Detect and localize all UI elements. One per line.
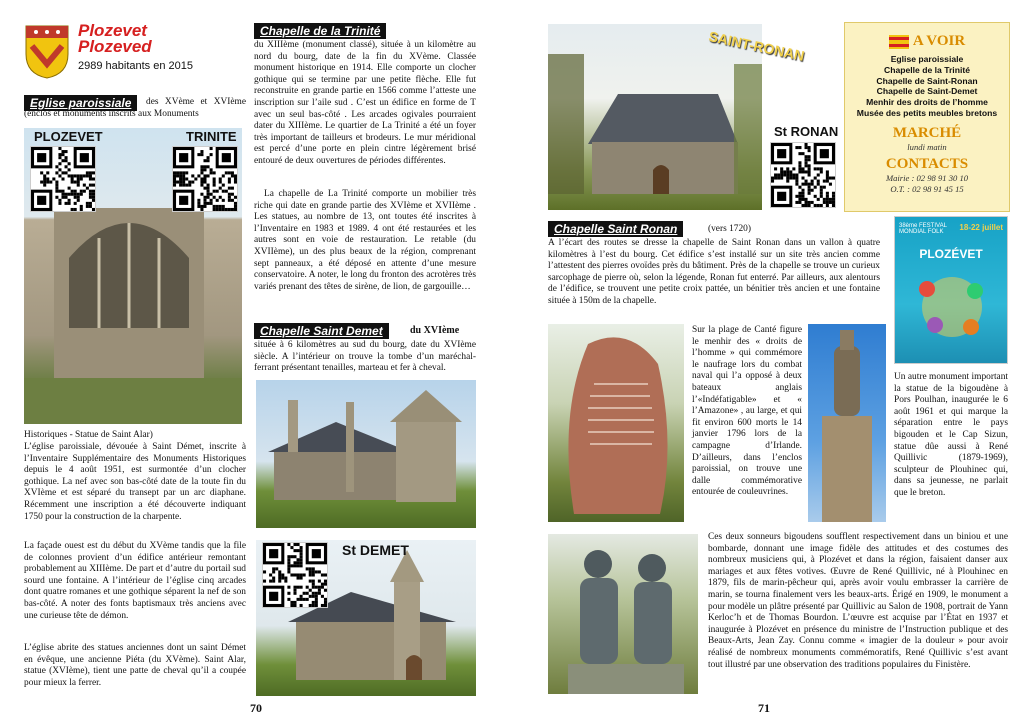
qr-code-ronan[interactable] xyxy=(770,142,836,208)
demet-body: située à 6 kilomètres au sud du bourg, date du XVIème siècle. A l’intérieur on trouve la tombe d’un maréchal-ferrant présentant tenailles, marteau et fer à cheval. xyxy=(254,340,476,374)
church-body-3: L’église abrite des statues anciennes dont un saint Démet en évêque, une ancienne Piéta (du XVème). Saint Alar, statue (XVIème), tient une patte de cheval qu’il a coupée pour mieux la ferrer. xyxy=(24,643,246,688)
bigoudene-photo xyxy=(808,324,886,522)
sidebox-item: Eglise paroissiale xyxy=(890,54,964,64)
church-body-2: La façade ouest est du début du XVème tandis que la file de colonnes provient d’un édifice antérieur remontant probablement au XIIIème. De part et d’autre du portail sud sourd une fontaine. A l’intérieur de l’église cinq arcades dont quatre romanes et une gothique séparent la nef de son bas-côté. A noter des fonts baptismaux très anciens avec une curieuse tête de démon. xyxy=(24,541,246,621)
sidebox-item: Chapelle de Saint-Demet xyxy=(876,86,978,97)
menhir-stone-drawing xyxy=(548,324,684,522)
trinite-body-2: La chapelle de La Trinité comporte un mobilier très riche qui date en grande partie des XVIème et XVIIème . Les statues, au nombre de 13, ont toutes été inscrites à l’Inventaire en 1983 et 1989. 4 ont été restaurées et les autres sont en voie de restauration. Le retable (du XVIIème), un des plus beaux de la région, comprenant sept panneaux, a été déposé en attente d’une mesure conservatoire. A noter, le long du fronton des acrotères très variés prenant des têtes de sirène, de lion, de gargouille… xyxy=(254,189,476,292)
sidebox-heading: A VOIR xyxy=(912,33,966,49)
qr-code-trinite[interactable] xyxy=(172,146,238,212)
ronan-banner: SAINT-RONAN xyxy=(707,28,806,64)
demet-chapel-drawing xyxy=(256,380,476,528)
qr-pattern-icon xyxy=(173,147,237,211)
church-body-1: L’église paroissiale, dévouée à Saint Démet, inscrite à l’Inventaire Supplémentaire des Monuments Historiques depuis le 4 août 1951, est surmontée d’un clocher gothique. La nef avec son bas-côté date de la toute fin du XVIème et est séparé du transept par un arc diaphane. Récemment une inscription a été découverte indiquant 1750 pour la construction de la charpente. xyxy=(24,442,246,522)
sonneurs-body: Ces deux sonneurs bigoudens soufflent respectivement dans un biniou et une bombarde, donnant une image fidèle des attitudes et des costumes des nombreux musiciens qui, à Plozévet et dans la région, faisaient danser aux mariages et aux fêtes votives. Œuvre de René Quillivic, né à Plouhinec en 1879, fils de marin-pêcheur qui, après avoir voulu embrasser la carrière de marin, se tourna finalement vers les beaux-arts. Érigé en 1909, le monument a pour modèle un plâtre présenté par Quillivic au Salon de 1908, portrait de Yann Kerloc’h et de Thomas Bourdon. L’œuvre est acquise par l’État en 1937 et inaugurée à Plozévet en présence du ministre de l’Instruction publique et des Beaux-Arts, Jean Zay. Connu comme « imagier de la douleur » pour avoir réalisé de nombreux monuments commémoratifs, René Quillivic s’est avant tout illustré par une observation des traditions populaires du Finistère. xyxy=(708,532,1008,670)
demet-date: du XVIème xyxy=(410,325,460,336)
sidebox-item: Musée des petits meubles bretons xyxy=(856,107,998,118)
poster-title: PLOZÉVET xyxy=(919,247,983,261)
poster-line1: 38ème FESTIVAL MONDIAL FOLK xyxy=(899,223,947,235)
contact-ot: O.T. : 02 98 91 45 15 xyxy=(890,183,964,194)
contacts-heading: CONTACTS xyxy=(885,155,969,172)
qr-label-demet: St DEMET xyxy=(342,542,409,558)
qr-code-plozevet[interactable] xyxy=(30,146,96,212)
ronan-body: A l’écart des routes se dresse la chapelle de Saint Ronan dans un vallon à quatre kilomètres à l’est du bourg. Cet édifice s’est installé sur un site très ancien comme l’attestent des pierres ovoïdes près du bâtiment. Près de la chapelle se trouve un curieux sarcophage de pierre où, selon la légende, Ronan fut enterré. Par ailleurs, aux alentours de l’édifice, se trouvent une petite croix pattée, un bénitier très ancien et une fontaine située à 150m de la chapelle. xyxy=(548,238,880,306)
qr-label-ronan: St RONAN xyxy=(774,124,839,139)
demet-title: Chapelle Saint Demet xyxy=(254,323,389,339)
ronan-photo xyxy=(548,24,762,210)
coat-of-arms-icon xyxy=(24,24,70,80)
demet-photo-1 xyxy=(256,380,476,528)
ronan-title: Chapelle Saint Ronan xyxy=(548,221,683,237)
info-sidebox xyxy=(844,22,1010,212)
ronan-title-wrap xyxy=(548,220,683,238)
contact-mairie: Mairie : 02 98 91 30 10 xyxy=(885,172,969,183)
qr-pattern-icon xyxy=(31,147,95,211)
church-intro: des XVème et XVIème (enclos et monuments inscrits aux Monuments xyxy=(24,97,246,119)
church-caption: Historiques - Statue de Saint Alar) xyxy=(24,430,153,440)
bigoudene-body: Un autre monument important la statue de la bigoudène à Pors Poulhan, inaugurée le 6 août 1961 et qui marque la séparation entre le pays bigouden et le Cap Sizun, statue dûe aussi à René Quillivic (1879-1969), sculpteur de Plouhinec qui, dans sa jeunesse, ne parlait que le breton. xyxy=(894,372,1008,498)
festival-poster xyxy=(894,216,1008,364)
trinite-title: Chapelle de la Trinité xyxy=(254,23,386,39)
town-name-fr: Plozevet xyxy=(78,21,147,40)
town-name-br: Plozeved xyxy=(78,37,152,56)
poster-dancers-icon xyxy=(905,267,999,347)
ronan-chapel-drawing xyxy=(548,24,762,210)
poster-dates: 18-22 juillet xyxy=(959,223,1003,232)
qr-pattern-icon xyxy=(263,543,327,607)
sonneurs-statue-drawing xyxy=(548,534,698,694)
ronan-date: (vers 1720) xyxy=(708,224,751,234)
trinite-body-1: du XIIIème (monument classé), située à un kilomètre au nord du bourg, date de la fin du XVème. Classée monument historique en 1914. Elle comporte un clocher gothique qui se termine par une petite flèche. Elle fut reconstruite en grande partie en 1566 comme l’atteste une inscription sur l’aile sud . C’est un édifice en forme de T avec un seul bas-côté . Les arcades ogivales pourraient dater du XIIIème. Le quartier de La Trinité a été un foyer très important de tailleurs et brodeurs. Le mur méridional est percé d’une porte en plein cintre légèrement brisé entouré de deux ouvertures de périodes différentes. xyxy=(254,40,476,166)
market-day: lundi matin xyxy=(907,141,947,152)
sidebox-item: Menhir des droits de l’homme xyxy=(866,97,988,108)
page-number-right: 71 xyxy=(758,701,770,715)
sonneurs-photo xyxy=(548,534,698,694)
market-heading: MARCHÉ xyxy=(892,124,962,141)
bigoudene-statue-drawing xyxy=(808,324,886,522)
qr-code-demet[interactable] xyxy=(262,542,328,608)
sidebox-list xyxy=(845,54,1009,119)
menhir-body: Sur la plage de Canté figure le menhir des « droits de l’homme » qui commémore le naufrage lors du combat naval qui l’a opposé à deux bateaux anglais l’«Indéfatigable» et « l’Amazone» , au large, et qui fit environ 600 morts le 14 janvier 1796 lors de la campagne d’Irlande. D’ailleurs, dans l’enclos paroissial, on trouve une dalle commémorative entourée de couleuvrines. xyxy=(692,325,802,498)
demet-title-wrap xyxy=(254,322,389,340)
qr-label-plozevet: PLOZEVET xyxy=(34,129,103,144)
sidebox-item: Chapelle de Saint-Ronan xyxy=(876,75,978,86)
qr-pattern-icon xyxy=(771,143,835,207)
sidebox-item: Chapelle de la Trinité xyxy=(884,64,970,75)
page-number-left: 70 xyxy=(250,701,262,715)
qr-label-trinite: TRINITE xyxy=(186,129,237,144)
trinite-title-wrap xyxy=(254,22,386,40)
population: 2989 habitants en 2015 xyxy=(78,60,193,72)
breton-flag-icon xyxy=(889,35,909,49)
menhir-photo xyxy=(548,324,684,522)
church-title: Eglise paroissiale xyxy=(24,95,137,111)
right-page xyxy=(512,0,1024,724)
